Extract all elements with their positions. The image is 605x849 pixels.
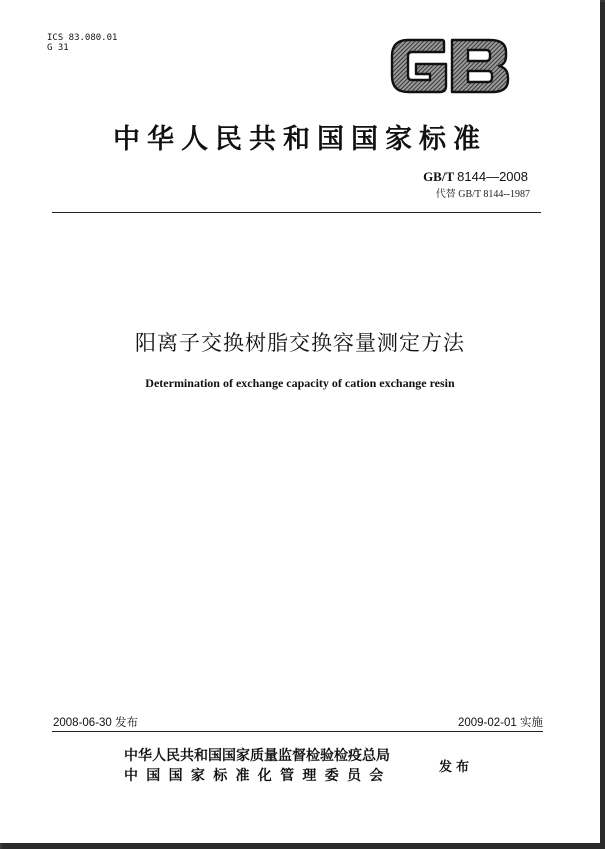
implementation-date: 2009-02-01 实施	[457, 717, 543, 729]
standard-type-heading: 中华人民共和国国家标准	[113, 124, 487, 155]
standard-code: 8144—2008	[457, 169, 528, 184]
ccs-code: G 31	[47, 43, 69, 53]
ics-code: ICS 83.080.01	[47, 33, 118, 43]
standard-number	[423, 169, 528, 185]
standard-prefix: GB/T	[423, 169, 454, 184]
replaces-standard: 代替 GB/T 8144--1987	[435, 189, 530, 200]
document-title-cn: 阳离子交换树脂交换容量测定方法	[135, 331, 465, 355]
page-shadow-right	[600, 2, 605, 849]
issue-date: 2008-06-30 发布	[53, 717, 139, 729]
classification-codes	[47, 33, 117, 53]
issuing-authority-2: 中国国家标准化管理委员会	[124, 768, 392, 784]
page-shadow-bottom	[2, 843, 605, 849]
footer-divider	[52, 731, 543, 732]
issuing-authority-1: 中华人民共和国国家质量监督检验检疫总局	[124, 748, 390, 764]
publish-label: 发布	[439, 760, 474, 775]
header-divider	[52, 212, 541, 213]
document-title-en: Determination of exchange capacity of cation exchange resin	[145, 376, 455, 390]
gb-logo	[388, 38, 510, 94]
